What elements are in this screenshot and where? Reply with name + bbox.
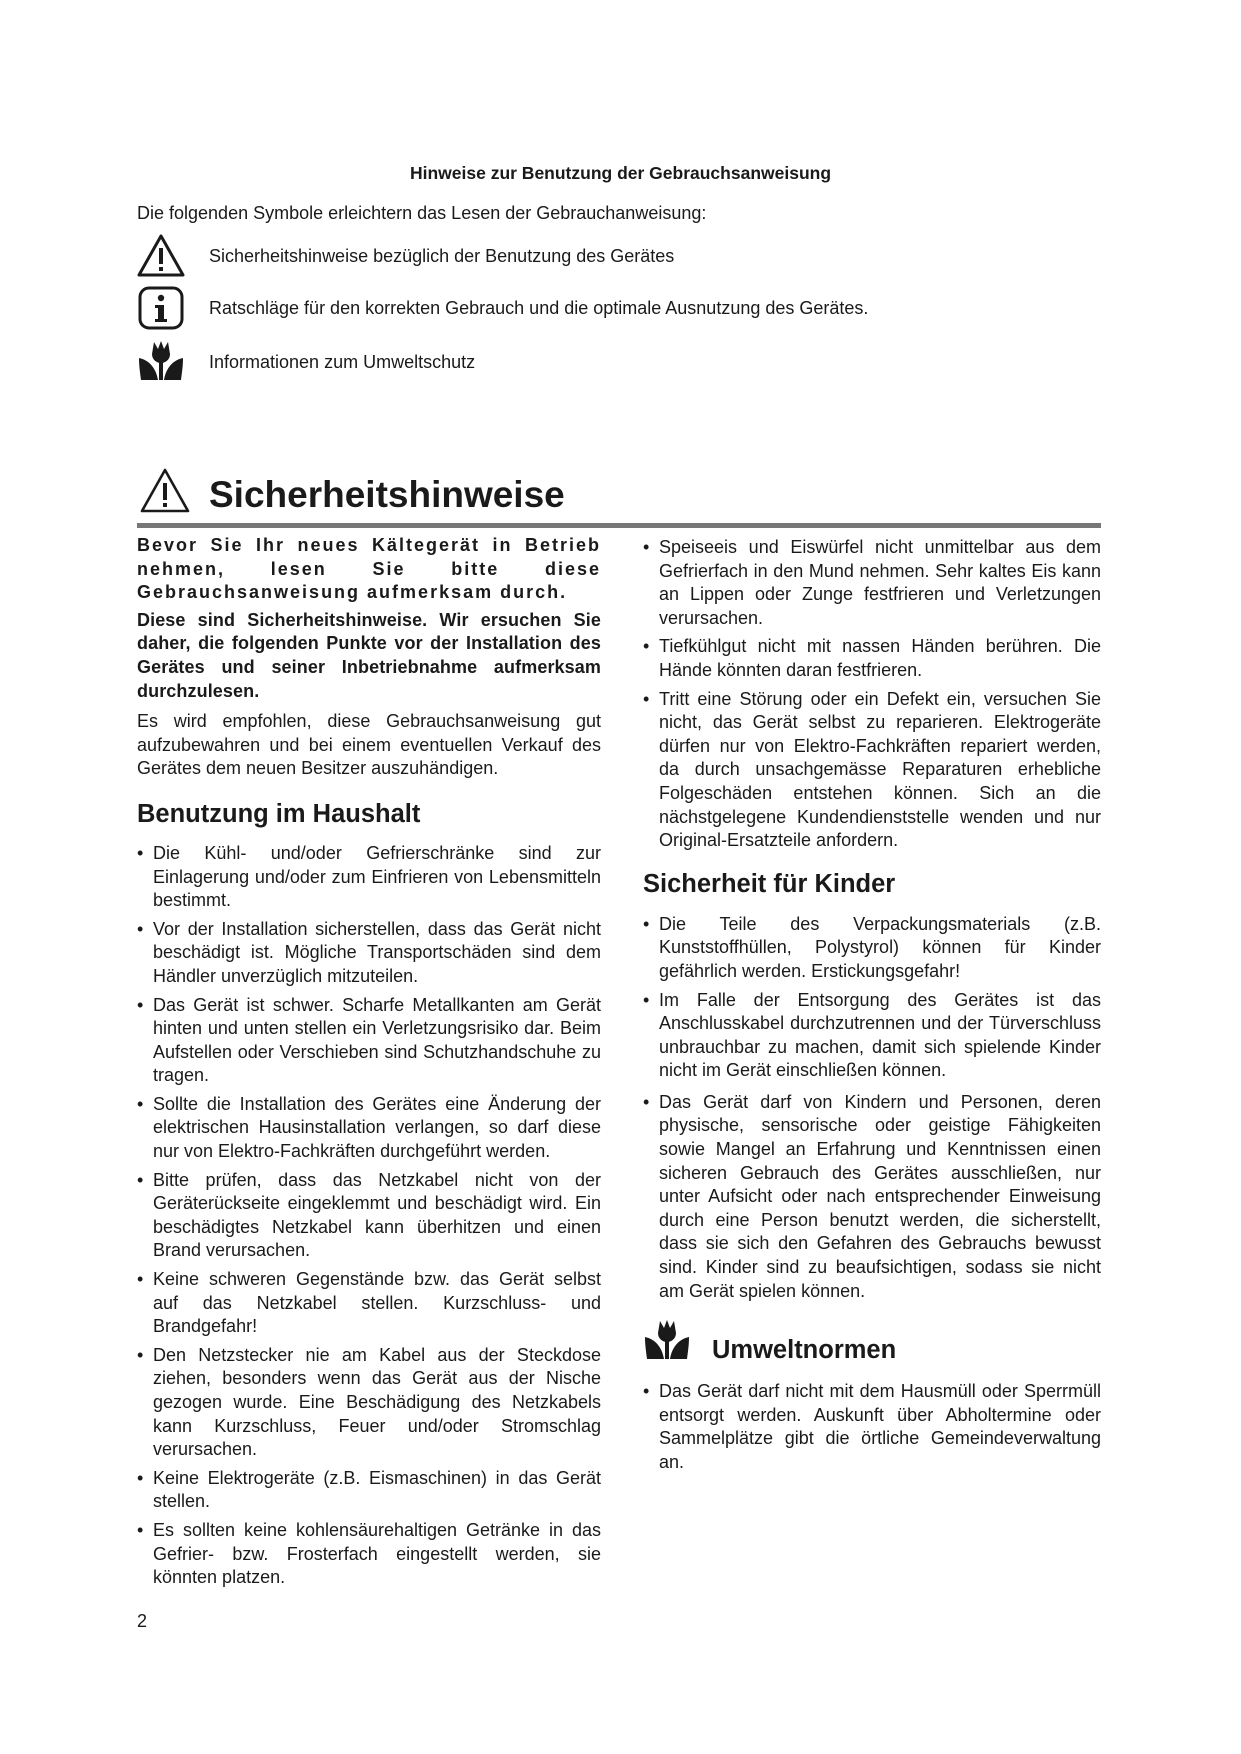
environment-heading-block: [643, 1317, 1101, 1373]
list-item: • Den Netzstecker nie am Kabel aus der Steckdose ziehen, besonders wenn das Gerät aus der Nische gezogen wurde. Eine Beschädigung des Netzkabels kann Kurzschluss, Feuer und/oder Stromschlag verursachen.: [137, 1344, 601, 1462]
list-item: • Vor der Installation sicherstellen, dass das Gerät nicht beschädigt ist. Mögliche Transportschäden sind dem Händler unverzüglich mitzuteilen.: [137, 918, 601, 989]
list-item: • Keine Elektrogeräte (z.B. Eismaschinen) in das Gerät stellen.: [137, 1467, 601, 1514]
intro-title: Hinweise zur Benutzung der Gebrauchsanweisung: [409, 163, 832, 183]
safety-list: [643, 536, 1101, 853]
list-item: • Keine schweren Gegenstände bzw. das Gerät selbst auf das Netzkabel stellen. Kurzschluss- und Brandgefahr!: [137, 1268, 601, 1339]
intro-bold-1: Bevor Sie Ihr neues Kältegerät in Betrieb nehmen, lesen Sie bitte diese Gebrauchsanweisung aufmerksam durch.: [137, 535, 601, 603]
list-item: • Das Gerät darf nicht mit dem Hausmüll oder Sperrmüll entsorgt werden. Auskunft über Abholtermine oder Sammelplätze gibt die örtliche Gemeindeverwaltung an.: [643, 1380, 1101, 1474]
intro-paragraph: Es wird empfohlen, diese Gebrauchsanweisung gut aufzubewahren und bei einem eventuellen Verkauf des Gerätes dem neuen Besitzer auszuhändigen.: [137, 711, 601, 779]
list-item: • Die Kühl- und/oder Gefrierschränke sind zur Einlagerung und/oder zum Einfrieren von Lebensmitteln bestimmt.: [137, 842, 601, 913]
household-list: [137, 842, 601, 1590]
list-item: • Bitte prüfen, dass das Netzkabel nicht von der Geräterückseite eingeklemmt und beschädigt wird. Ein beschädigtes Netzkabel kann überhitzen und einen Brand verursachen.: [137, 1169, 601, 1263]
right-column: [643, 536, 1101, 1475]
heading-children: Sicherheit für Kinder: [643, 869, 896, 898]
info-icon: [137, 284, 185, 332]
list-item: • Das Gerät darf von Kindern und Personen, deren physische, sensorische oder geistige Fähigkeiten sowie Mangel an Erfahrung und Kenntnissen einen sicheren Gebrauch des Gerätes ausschließen, nur unter Aufsicht oder nach entsprechender Einweisung durch eine Person benutzt werden, die sicherstellt, dass sie sich den Gefahren des Gebrauchs bewusst sind. Kinder sind zu beaufsichtigen, sodass sie nicht am Gerät spielen können.: [643, 1091, 1101, 1303]
symbol-text-environment: Informationen zum Umweltschutz: [209, 352, 476, 372]
environment-tulip-icon: [137, 338, 185, 386]
symbol-text-safety: Sicherheitshinweise bezüglich der Benutzung des Gerätes: [209, 246, 675, 266]
warning-triangle-icon: [137, 232, 185, 280]
environment-tulip-icon: [643, 1317, 691, 1365]
warning-triangle-icon: [139, 466, 191, 516]
list-item: • Die Teile des Verpackungsmaterials (z.B. Kunststoffhüllen, Polystyrol) können für Kinder gefährlich werden. Erstickungsgefahr!: [643, 913, 1101, 984]
list-item: • Sollte die Installation des Gerätes eine Änderung der elektrischen Hausinstallation verlangen, so darf diese nur von Elektro-Fachkräften durchgeführt werden.: [137, 1093, 601, 1164]
symbol-row-safety: [137, 232, 1037, 282]
list-item: • Es sollten keine kohlensäurehaltigen Getränke in das Gefrier- bzw. Frosterfach eingestellt werden, sie könnten platzen.: [137, 1519, 601, 1590]
list-item: • Tritt eine Störung oder ein Defekt ein, versuchen Sie nicht, das Gerät selbst zu reparieren. Elektrogeräte dürfen nur von Elektro-Fachkräften repariert werden, da durch unsachgemässe Reparaturen erhebliche Folgeschäden entstehen können. Sich an die nächstgelegene Kundendienststelle wenden und nur Original-Ersatzteile anfordern.: [643, 688, 1101, 853]
main-title-block: [137, 466, 1101, 526]
list-item: • Das Gerät ist schwer. Scharfe Metallkanten am Gerät hinten und unten stellen ein Verletzungsrisiko dar. Beim Aufstellen oder Verschieben sind Schutzhandschuhe zu tragen.: [137, 994, 601, 1088]
children-list: [643, 913, 1101, 1304]
heading-household: Benutzung im Haushalt: [137, 799, 421, 828]
heading-environment: Umweltnormen: [712, 1336, 897, 1365]
list-item: • Im Falle der Entsorgung des Gerätes ist das Anschlusskabel durchzutrennen und der Türverschluss unbrauchbar zu machen, damit sich spielende Kinder nicht im Gerät einschließen können.: [643, 989, 1101, 1083]
symbol-row-info: [137, 284, 1037, 334]
list-item: • Tiefkühlgut nicht mit nassen Händen berühren. Die Hände könnten daran festfrieren.: [643, 635, 1101, 682]
symbol-text-info: Ratschläge für den korrekten Gebrauch und die optimale Ausnutzung des Gerätes.: [209, 298, 869, 318]
list-item: • Speiseeis und Eiswürfel nicht unmittelbar aus dem Gefrierfach in den Mund nehmen. Sehr kaltes Eis kann an Lippen oder Zunge festfrieren und Verletzungen verursachen.: [643, 536, 1101, 630]
main-title: Sicherheitshinweise: [209, 474, 565, 515]
left-column: [137, 534, 601, 1590]
page-number: 2: [137, 1611, 148, 1631]
intro-text: Die folgenden Symbole erleichtern das Lesen der Gebrauchanweisung:: [137, 203, 707, 223]
title-rule: [137, 523, 1101, 528]
intro-bold-2: Diese sind Sicherheitshinweise. Wir ersuchen Sie daher, die folgenden Punkte vor der Installation des Gerätes und seiner Inbetriebnahme aufmerksam durchzulesen.: [137, 609, 601, 701]
environment-list: [643, 1380, 1101, 1474]
symbol-row-environment: [137, 338, 1037, 388]
